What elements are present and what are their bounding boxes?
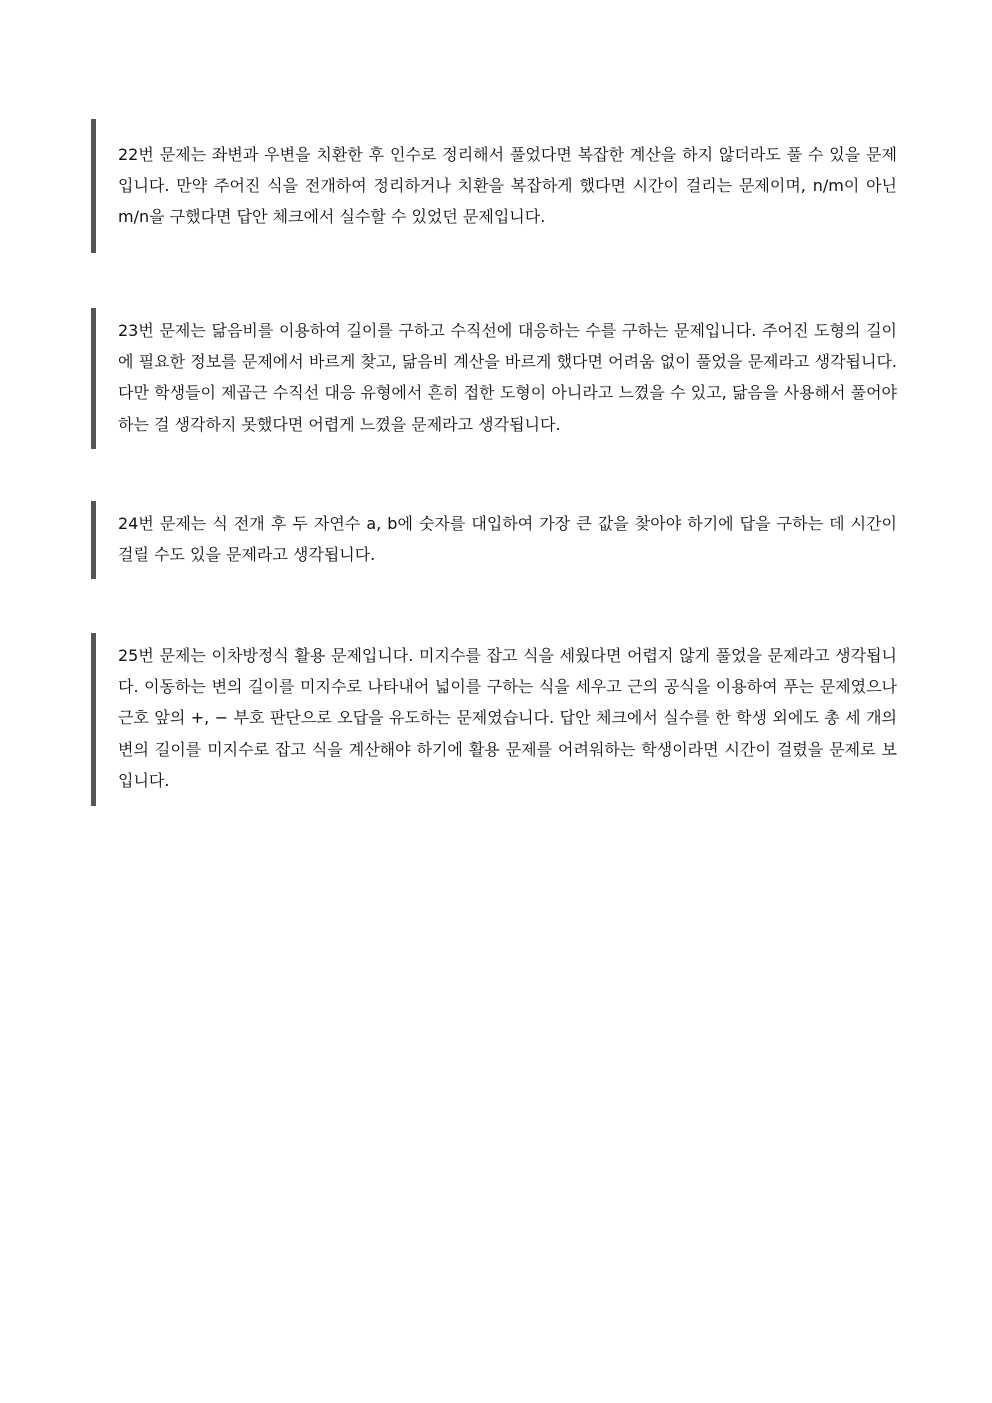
commentary-block-q22 — [91, 119, 897, 253]
commentary-block-q24 — [91, 501, 897, 579]
commentary-text-q25: 25번 문제는 이차방정식 활용 문제입니다. 미지수를 잡고 식을 세웠다면 어렵지 않게 풀었을 문제라고 생각됩니다. 이동하는 변의 길이를 미지수로 나타내어 넓이를 구하는 식을 세우고 근의 공식을 이용하여 푸는 문제였으나 근호 앞의 +, − 부호 판단으로 오답을 유도하는 문제였습니다. 답안 체크에서 실수를 한 학생 외에도 총 세 개의 변의 길이를 미지수로 잡고 식을 계산해야 하기에 활용 문제를 어려워하는 학생이라면 시간이 걸렸을 문제로 보입니다. — [118, 646, 897, 790]
commentary-block-q25 — [91, 633, 897, 806]
commentary-text-q24: 24번 문제는 식 전개 후 두 자연수 a, b에 숫자를 대입하여 가장 큰 값을 찾아야 하기에 답을 구하는 데 시간이 걸릴 수도 있을 문제라고 생각됩니다. — [118, 514, 897, 565]
commentary-text-q22: 22번 문제는 좌변과 우변을 치환한 후 인수로 정리해서 풀었다면 복잡한 계산을 하지 않더라도 풀 수 있을 문제입니다. 만약 주어진 식을 전개하여 정리하거나 치환을 복잡하게 했다면 시간이 걸리는 문제이며, n/m이 아닌 m/n을 구했다면 답안 체크에서 실수할 수 있었던 문제입니다. — [118, 145, 897, 227]
commentary-block-q23 — [91, 308, 897, 449]
commentary-text-q23: 23번 문제는 닮음비를 이용하여 길이를 구하고 수직선에 대응하는 수를 구하는 문제입니다. 주어진 도형의 길이에 필요한 정보를 문제에서 바르게 찾고, 닮음비 계산을 바르게 했다면 어려움 없이 풀었을 문제라고 생각됩니다. 다만 학생들이 제곱근 수직선 대응 유형에서 흔히 접한 도형이 아니라고 느꼈을 수 있고, 닮음을 사용해서 풀어야 하는 걸 생각하지 못했다면 어렵게 느꼈을 문제라고 생각됩니다. — [118, 321, 897, 434]
